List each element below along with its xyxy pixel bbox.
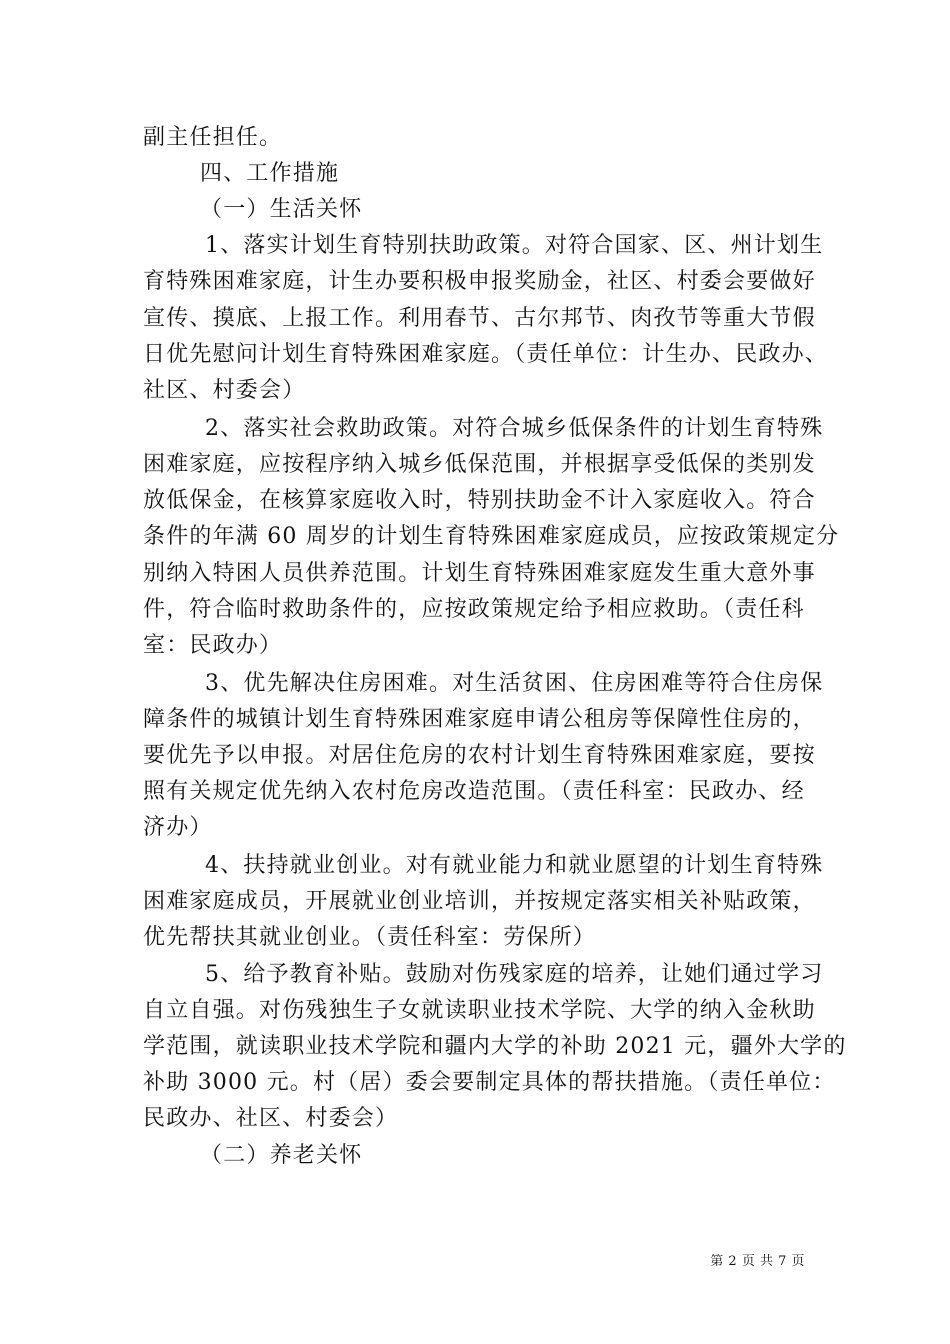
text-line: 优先帮扶其就业创业。（责任科室：劳保所） (143, 925, 597, 950)
section-heading: 四、工作措施 (200, 161, 340, 186)
text-line: 5、给予教育补贴。鼓励对伤残家庭的培养，让她们通过学习 (205, 962, 824, 987)
text-line: 困难家庭成员，开展就业创业培训，并按规定落实相关补贴政策， (143, 889, 816, 914)
text-line: 照有关规定优先纳入农村危房改造范围。（责任科室：民政办、经 (143, 779, 805, 804)
text-line: 件，符合临时救助条件的，应按政策规定给予相应救助。（责任科 (143, 597, 805, 622)
text-line: 补助 3000 元。村（居）委会要制定具体的帮扶措施。（责任单位： (143, 1070, 836, 1095)
text-line: 学范围，就读职业技术学院和疆内大学的补助 2021 元，疆外大学的 (143, 1034, 847, 1059)
text-line: 副主任担任。 (143, 125, 283, 150)
text-line: 1、落实计划生育特别扶助政策。对符合国家、区、州计划生 (205, 233, 824, 258)
text-line: 室：民政办） (143, 633, 283, 658)
text-line: 放低保金，在核算家庭收入时，特别扶助金不计入家庭收入。符合 (143, 488, 816, 513)
text-line: 困难家庭，应按程序纳入城乡低保范围，并根据享受低保的类别发 (143, 452, 816, 477)
text-line: 4、扶持就业创业。对有就业能力和就业愿望的计划生育特殊 (205, 853, 824, 878)
text-line: 别纳入特困人员供养范围。计划生育特殊困难家庭发生重大意外事 (143, 561, 816, 586)
text-line: 日优先慰问计划生育特殊困难家庭。（责任单位：计生办、民政办、 (143, 342, 829, 367)
text-line: 宣传、摸底、上报工作。利用春节、古尔邦节、肉孜节等重大节假 (143, 306, 816, 331)
text-line: 要优先予以申报。对居住危房的农村计划生育特殊困难家庭，要按 (143, 743, 816, 768)
text-line: 济办） (143, 815, 213, 840)
text-line: 条件的年满 60 周岁的计划生育特殊困难家庭成员，应按政策规定分 (143, 524, 840, 549)
subsection-heading: （一）生活关怀 (200, 197, 363, 222)
text-line: 民政办、社区、村委会） (143, 1106, 399, 1131)
page-number: 第 2 页 共 7 页 (710, 1254, 805, 1269)
text-line: 育特殊困难家庭，计生办要积极申报奖励金，社区、村委会要做好 (143, 269, 816, 294)
text-line: 2、落实社会救助政策。对符合城乡低保条件的计划生育特殊 (205, 416, 824, 441)
text-line: 3、优先解决住房困难。对生活贫困、住房困难等符合住房保 (205, 671, 824, 696)
text-line: 障条件的城镇计划生育特殊困难家庭申请公租房等保障性住房的， (143, 707, 816, 732)
text-line: 社区、村委会） (143, 378, 306, 403)
subsection-heading: （二）养老关怀 (200, 1143, 363, 1168)
text-line: 自立自强。对伤残独生子女就读职业技术学院、大学的纳入金秋助 (143, 998, 816, 1023)
